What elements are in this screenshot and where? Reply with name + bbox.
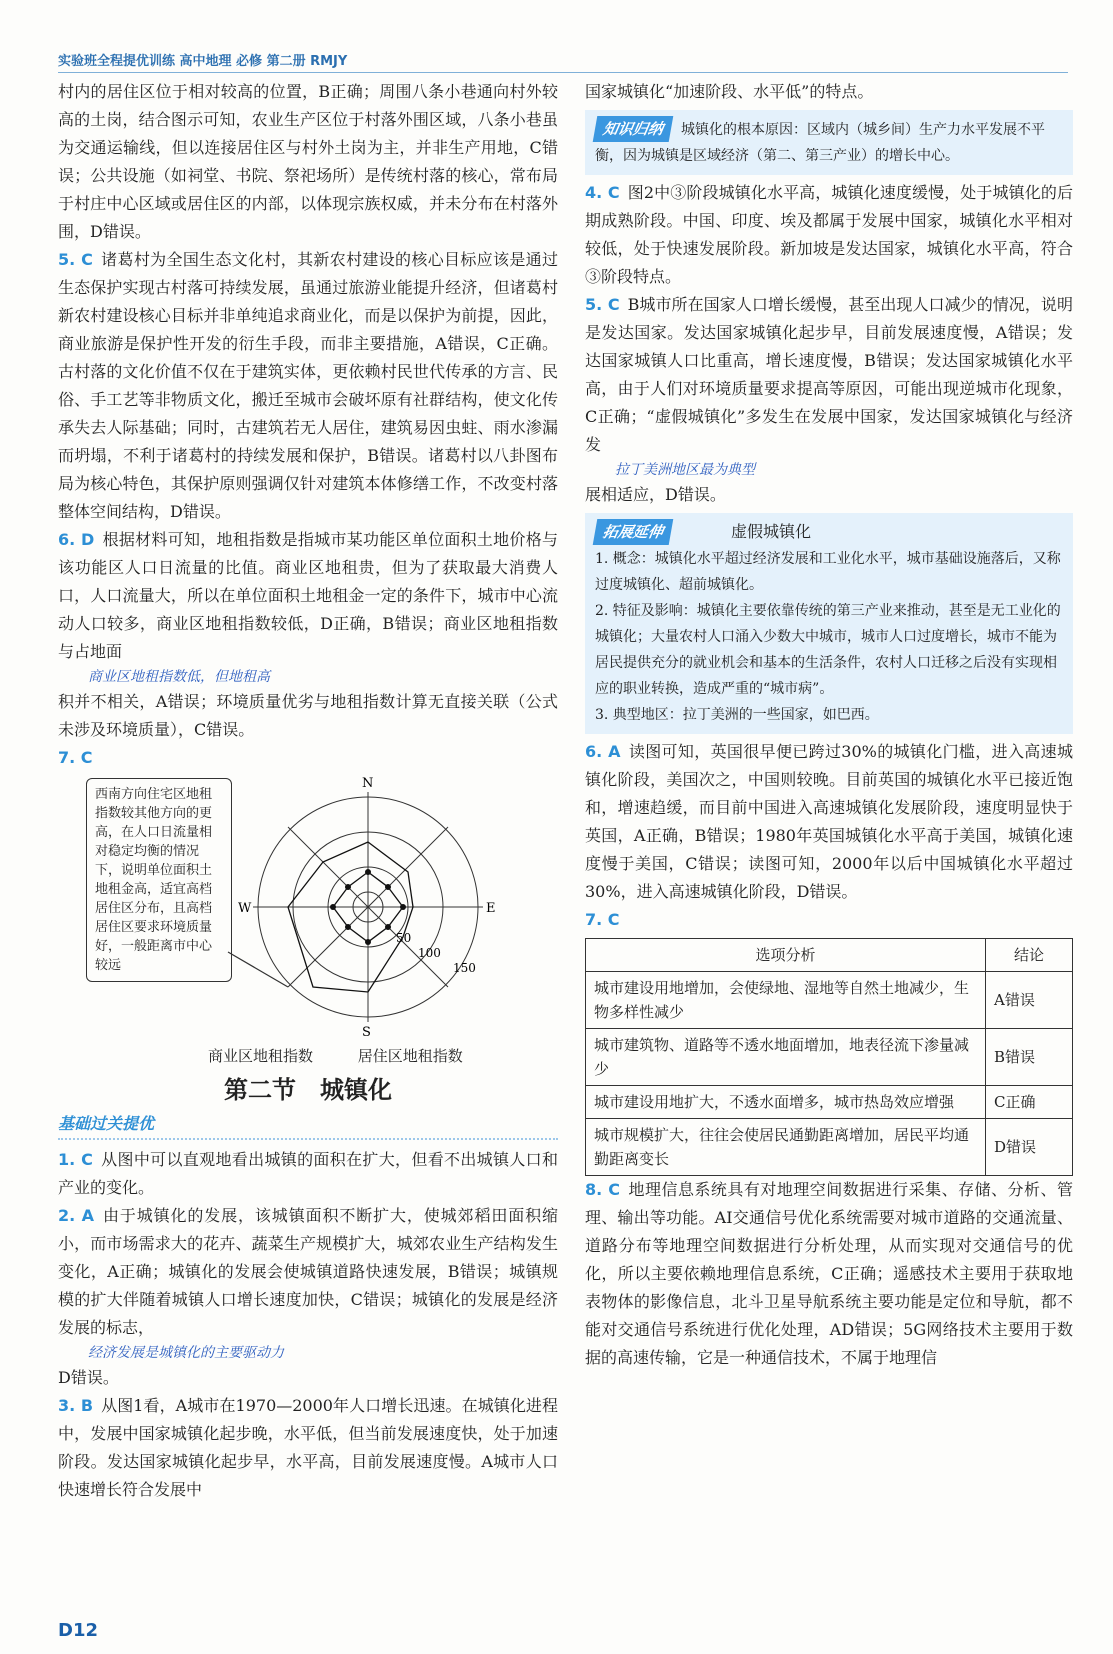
- table-header: 结论: [986, 939, 1073, 972]
- extension-item: 2. 特征及影响：城镇化主要依靠传统的第三产业来推动，甚至是无工业化的城镇化；大量农村人口涌入少数大中城市，城市人口过度增长，城市不能为居民提供充分的就业机会和基本的生活条件，农村人口迁移之后没有实现相应的职业转换，造成严重的“城市病”。: [595, 603, 1061, 697]
- ring-label-50: 50: [396, 931, 412, 945]
- answer-7: [585, 906, 1073, 934]
- paragraph: 国家城镇化“加速阶段、水平低”的特点。: [585, 82, 874, 101]
- handwritten-note: 拉丁美洲地区最为典型: [615, 462, 755, 478]
- section-title: 第二节 城镇化: [224, 1076, 392, 1104]
- answer-text: 读图可知，英国很早便已跨过30%的城镇化门槛，进入高速城镇化阶段，美国次之，中国则较晚。目前英国的城镇化水平已接近饱和，增速趋缓，而目前中国进入高速城镇化发展阶段，速度明显快于英国，A正确，B错误；1980年英国城镇化水平高于美国，城镇化速度慢于美国，C错误；读图可知，2000年以后中国城镇化水平超过30%，进入高速城镇化阶段，D错误。: [585, 742, 1073, 901]
- answer-number: 5. C: [58, 250, 93, 269]
- basic-title: 基础过关提优: [58, 1110, 558, 1140]
- answer-number: 7. C: [585, 910, 620, 929]
- answer-text-cont: 展相适应，D错误。: [585, 485, 726, 504]
- answer-text: 诸葛村为全国生态文化村，其新农村建设的核心目标应该是通过生态保护实现古村落可持续发展，虽通过旅游业能提升经济，但诸葛村新农村建设核心目标并非单纯追求商业化，而是以保护为前提，因此，商业旅游是保护性开发的衍生手段，而非主要措施，A错误，C正确。古村落的文化价值不仅在于建筑实体，更依赖村民世代传承的方言、民俗、手工艺等非物质文化，搬迁至城市会破坏原有社群结构，使文化传承失去人际基础；同时，古建筑若无人居住，建筑易因虫蛀、雨水渗漏而坍塌，不利于诸葛村的持续发展和保护，B错误。诸葛村以八卦图布局为核心特色，其保护原则强调仅针对建筑本体修缮工作，不改变村落整体空间结构，D错误。: [58, 250, 558, 521]
- extension-tag: 拓展延伸: [593, 519, 674, 545]
- answer-number: 6. A: [585, 742, 621, 761]
- page-number: D12: [58, 1620, 98, 1641]
- handwritten-note: 商业区地租指数低，但地租高: [88, 669, 270, 685]
- answer-8: [585, 1176, 1073, 1372]
- ring-label-100: 100: [418, 946, 441, 960]
- ring-label-150: 150: [453, 961, 476, 975]
- table-cell: 城市规模扩大，往往会使居民通勤距离增加，居民平均通勤距离变长: [586, 1119, 986, 1176]
- answer-number: 1. C: [58, 1150, 93, 1169]
- rent-index-figure: [58, 772, 558, 1042]
- north-label: N: [362, 776, 374, 791]
- handwritten-note: 经济发展是城镇化的主要驱动力: [88, 1345, 284, 1361]
- answer-text: 由于城镇化的发展，该城镇面积不断扩大，使城郊稻田面积缩小，而市场需求大的花卉、蔬菜生产规模扩大，城郊农业生产结构发生变化，A正确；城镇化的发展会使城镇道路快速发展，B错误；城镇规模的扩大伴随着城镇人口增长速度加快，C错误；城镇化的发展是经济发展的标志，: [58, 1206, 558, 1337]
- answer-text: 地理信息系统具有对地理空间数据进行采集、存储、分析、管理、输出等功能。AI交通信号优化系统需要对城市道路的交通流量、道路分布等地理空间数据进行分析处理，从而实现对交通信号的优化，所以主要依赖地理信息系统，C正确；遥感技术主要用于获取地表物体的影像信息，北斗卫星导航系统主要功能是定位和导航，都不能对交通信号系统进行优化处理，AD错误；5G网络技术主要用于数据的高速传输，它是一种通信技术，不属于地理信: [585, 1180, 1073, 1367]
- paragraph: 村内的居住区位于相对较高的位置，B正确；周围八条小巷通向村外较高的土岗，结合图示可知，农业生产区位于村落外围区域，八条小巷虽为交通运输线，但以连接居住区与村外土岗为主，并非生产用地，C错误；公共设施（如祠堂、书院、祭祀场所）是传统村落的核心，常布局于村庄中心区域或居住区的内部，以体现宗族权威，并未分布在村落外围，D错误。: [58, 82, 558, 241]
- extension-item: 1. 概念：城镇化水平超过经济发展和工业化水平，城市基础设施落后，又称过度城镇化、超前城镇化。: [595, 551, 1061, 593]
- table-cell: D错误: [986, 1119, 1073, 1176]
- answer-text: 从图中可以直观地看出城镇的面积在扩大，但看不出城镇人口和产业的变化。: [58, 1150, 558, 1197]
- answer-text: 根据材料可知，地租指数是指城市某功能区单位面积土地价格与该功能区人口日流量的比值。商业区地租贵，但为了获取最大消费人口，人口流量大，所以在单位面积土地租金一定的条件下，城市中心流动人口较多，商业区地租指数较低，D正确，B错误；商业区地租指数与占地面: [58, 530, 558, 661]
- knowledge-tag: 知识归纳: [593, 116, 674, 142]
- answer-text: B城市所在国家人口增长缓慢，甚至出现人口减少的情况，说明是发达国家。发达国家城镇化起步早，目前发展速度慢，A错误；发达国家城镇人口比重高，增长速度慢，B错误；发达国家城镇化水平高，由于人们对环境质量要求提高等原因，可能出现逆城市化现象，C正确；“虚假城镇化”多发生在发展中国家，发达国家城镇化与经济发: [585, 295, 1073, 454]
- running-header: 实验班全程提优训练 高中地理 必修 第二册 RMJY: [58, 50, 1068, 73]
- east-label: E: [486, 901, 496, 916]
- table-cell: 城市建筑物、道路等不透水地面增加，地表径流下渗量减少: [586, 1029, 986, 1086]
- table-cell: 城市建设用地扩大，不透水面增多，城市热岛效应增强: [586, 1086, 986, 1119]
- answer-text: 从图1看，A城市在1970—2000年人口增长迅速。在城镇化进程中，发展中国家城镇化起步晚，水平低，但当前发展速度快，处于加速阶段。发达国家城镇化起步早，水平高，目前发展速度慢。A城市人口快速增长符合发展中: [58, 1396, 558, 1499]
- answer-number: 7. C: [58, 748, 93, 767]
- answer-6: [585, 738, 1073, 906]
- table-row: [586, 1086, 1073, 1119]
- answer-number: 8. C: [585, 1180, 621, 1199]
- answer-text-cont: 积并不相关，A错误；环境质量优劣与地租指数计算无直接关联（公式未涉及环境质量），C错误。: [58, 692, 558, 739]
- table-cell: B错误: [986, 1029, 1073, 1086]
- radar-chart: [58, 772, 558, 1042]
- answer-number: 6. D: [58, 530, 95, 549]
- answer-b1: [58, 1146, 558, 1202]
- answer-number: 2. A: [58, 1206, 95, 1225]
- answer-number: 4. C: [585, 183, 620, 202]
- left-column: [58, 78, 558, 1504]
- answer-text-end: D错误。: [58, 1368, 119, 1387]
- west-label: W: [238, 901, 252, 916]
- legend-commercial: 商业区地租指数: [208, 1047, 314, 1065]
- answer-5: [58, 246, 558, 526]
- answer-number: 5. C: [585, 295, 620, 314]
- extension-title: 虚假城镇化: [731, 522, 812, 541]
- knowledge-box: [585, 110, 1073, 175]
- answer-5: [585, 291, 1073, 459]
- table-row: [586, 1029, 1073, 1086]
- answer-4: [585, 179, 1073, 291]
- table-cell: C正确: [986, 1086, 1073, 1119]
- legend-residential: 居住区地租指数: [357, 1047, 463, 1065]
- analysis-table: [585, 938, 1073, 1176]
- table-row: [586, 1119, 1073, 1176]
- figure-legend: [208, 1042, 558, 1070]
- figure-note: 西南方向住宅区地租指数较其他方向的更高，在人口日流量相对稳定均衡的情况下，说明单位面积土地租金高，适宜高档居住区分布，且高档居住区要求环境质量好，一般距离市中心较远: [86, 778, 232, 982]
- table-row: [586, 972, 1073, 1029]
- extension-box: [585, 513, 1073, 734]
- answer-6: [58, 526, 558, 666]
- answer-b2: [58, 1202, 558, 1342]
- answer-text: 图2中③阶段城镇化水平高，城镇化速度缓慢，处于城镇化的后期成熟阶段。中国、印度、埃及都属于发展中国家，城镇化水平相对较低，处于快速发展阶段。新加坡是发达国家，城镇化水平高，符合③阶段特点。: [585, 183, 1073, 286]
- knowledge-text: 城镇化的根本原因：区域内（城乡间）生产力水平发展不平衡，因为城镇是区域经济（第二、第三产业）的增长中心。: [595, 122, 1046, 164]
- table-cell: 城市建设用地增加，会使绿地、湿地等自然土地减少，生物多样性减少: [586, 972, 986, 1029]
- table-header: 选项分析: [586, 939, 986, 972]
- right-column: [585, 78, 1073, 1372]
- south-label: S: [362, 1025, 371, 1040]
- table-cell: A错误: [986, 972, 1073, 1029]
- extension-item: 3. 典型地区：拉丁美洲的一些国家，如巴西。: [595, 707, 879, 723]
- answer-b3: [58, 1392, 558, 1504]
- answer-7: [58, 744, 558, 772]
- answer-number: 3. B: [58, 1396, 94, 1415]
